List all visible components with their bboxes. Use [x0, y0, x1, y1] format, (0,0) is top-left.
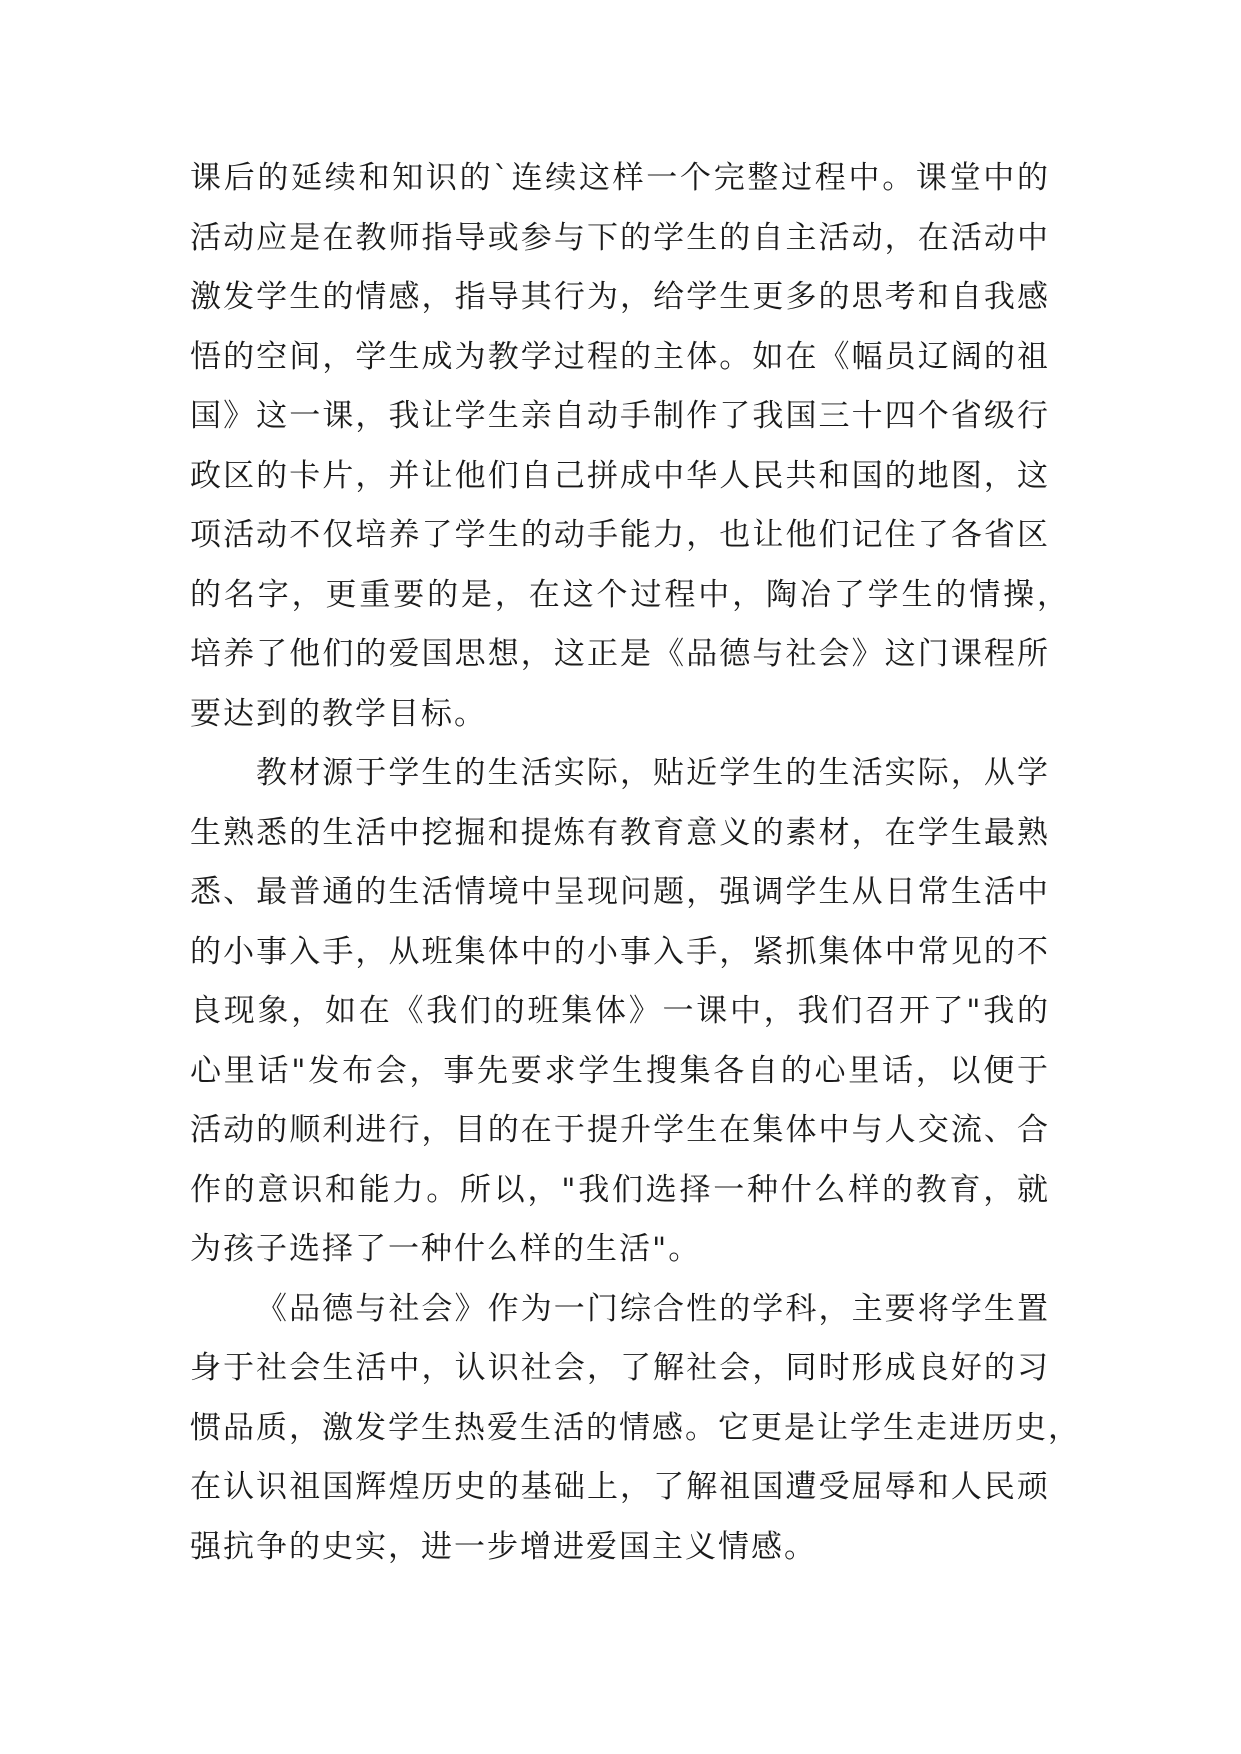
- text-line: 《品德与社会》作为一门综合性的学科，主要将学生置: [256, 1290, 1050, 1327]
- text-line: 活动的顺利进行，目的在于提升学生在集体中与人交流、合: [190, 1112, 1050, 1148]
- text-line: 悟的空间，学生成为教学过程的主体。如在《幅员辽阔的祖: [190, 338, 1050, 375]
- text-line: 生熟悉的生活中挖掘和提炼有教育意义的素材，在学生最熟: [190, 814, 1050, 851]
- text-line: 强抗争的史实，进一步增进爱国主义情感。: [190, 1528, 817, 1565]
- text-line: 在认识祖国辉煌历史的基础上，了解祖国遭受屈辱和人民顽: [190, 1469, 1050, 1505]
- text-line: 良现象，如在《我们的班集体》一课中，我们召开了"我的: [190, 993, 1050, 1029]
- text-line: 身于社会生活中，认识社会，了解社会，同时形成良好的习: [190, 1350, 1050, 1386]
- text-line: 的名字，更重要的是，在这个过程中，陶冶了学生的情操，: [190, 576, 1070, 613]
- text-line: 项活动不仅培养了学生的动手能力，也让他们记住了各省区: [190, 517, 1050, 553]
- text-line: 要达到的教学目标。: [190, 695, 487, 732]
- text-line: 活动应是在教师指导或参与下的学生的自主活动，在活动中: [190, 219, 1050, 256]
- text-line: 国》这一课，我让学生亲自动手制作了我国三十四个省级行: [190, 398, 1050, 434]
- text-line: 激发学生的情感，指导其行为，给学生更多的思考和自我感: [190, 279, 1050, 315]
- paragraph-3: [190, 1289, 1081, 1587]
- text-line: 教材源于学生的生活实际，贴近学生的生活实际，从学: [256, 755, 1050, 791]
- text-line: 惯品质，激发学生热爱生活的情感。它更是让学生走进历史，: [190, 1409, 1081, 1446]
- text-line: 作的意识和能力。所以，"我们选择一种什么样的教育，就: [190, 1171, 1050, 1208]
- body-text: [190, 158, 1081, 1586]
- text-line: 培养了他们的爱国思想，这正是《品德与社会》这门课程所: [190, 636, 1050, 672]
- paragraph-1: [190, 158, 1070, 753]
- text-line: 课后的延续和知识的`连续这样一个完整过程中。课堂中的: [190, 160, 1050, 196]
- text-line: 心里话"发布会，事先要求学生搜集各自的心里话，以便于: [190, 1052, 1050, 1089]
- text-line: 的小事入手，从班集体中的小事入手，紧抓集体中常见的不: [190, 933, 1050, 970]
- text-line: 政区的卡片，并让他们自己拼成中华人民共和国的地图，这: [190, 457, 1050, 494]
- text-line: 为孩子选择了一种什么样的生活"。: [190, 1231, 702, 1267]
- paragraph-2: [190, 753, 1050, 1289]
- text-line: 悉、最普通的生活情境中呈现问题，强调学生从日常生活中: [190, 874, 1050, 910]
